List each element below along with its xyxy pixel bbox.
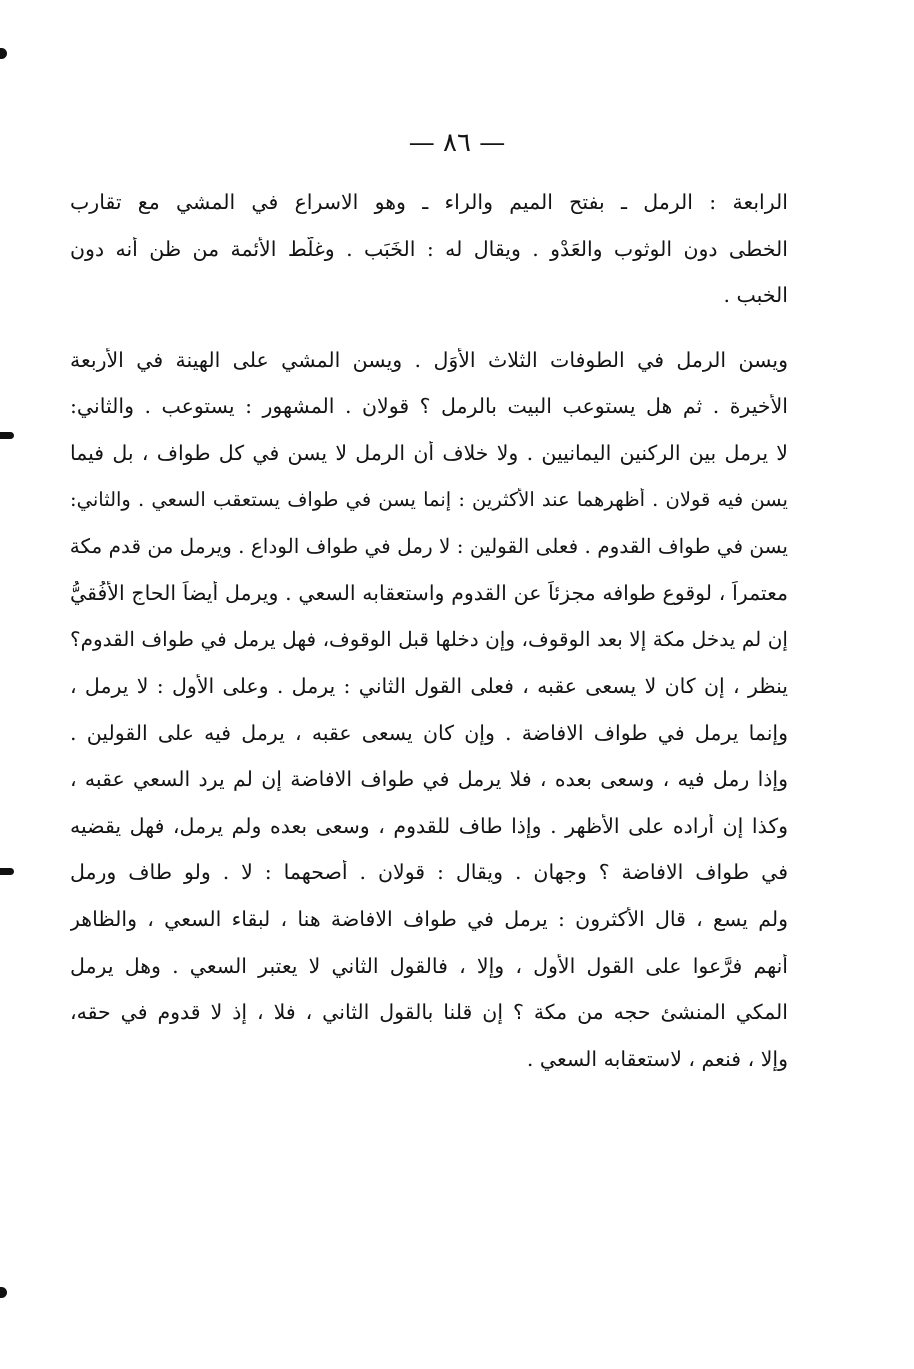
text-line: إن لم يدخل مكة إلا بعد الوقوف، وإن دخلها قبل الوقوف، فهل يرمل في طواف القدوم؟ [70,627,788,652]
text-line: الخطى دون الوثوب والعَدْو . ويقال له : الخَبَب . وغلّط الأئمة من ظن أنه دون [70,236,788,261]
text-line: ويسن الرمل في الطوفات الثلاث الأُوَل . ويسن المشي على الهينة في الأربعة [70,347,788,372]
text-line: وإذا رمل فيه ، وسعى بعده ، فلا يرمل في طواف الافاضة إن لم يرد السعي عقبه ، [70,767,788,792]
text-line: لا يرمل بين الركنين اليمانيين . ولا خلاف أن الرمل لا يسن في كل طواف ، بل فيما [70,440,788,465]
text-line: معتمراً ، لوقوع طوافه مجزئاً عن القدوم واستعقابه السعي . ويرمل أيضاً الحاج الأُفُقيُّ [70,580,788,605]
text-line: ولم يسع ، قال الأكثرون : يرمل في طواف الافاضة هنا ، لبقاء السعي ، والظاهر [70,906,788,931]
text-line: ينظر ، إن كان لا يسعى عقبه ، فعلى القول الثاني : يرمل . وعلى الأول : لا يرمل ، [70,673,788,698]
margin-mark [0,868,14,875]
text-line: الأخيرة . ثم هل يستوعب البيت بالرمل ؟ قولان . المشهور : يستوعب . والثاني: [70,394,788,419]
page-number: — ٨٦ — [408,128,506,158]
text-line: في طواف الافاضة ؟ وجهان . ويقال : قولان . أصحهما : لا . ولو طاف ورمل [70,860,788,885]
text-line: يسن في طواف القدوم . فعلى القولين : لا رمل في طواف الوداع . ويرمل من قدم مكة [70,534,788,559]
paragraph [70,348,788,1094]
margin-mark [0,1287,7,1298]
text-line: الخبب . [723,283,788,308]
text-line: أنهم فرَّعوا على القول الأول ، وإلا ، فالقول الثاني لا يعتبر السعي . وهل يرمل [70,953,788,978]
text-line: وإنما يرمل في طواف الافاضة . وإن كان يسعى عقبه ، يرمل فيه على القولين . [70,720,788,745]
paragraph-gap [70,330,788,348]
text-body [70,190,788,1093]
text-line: المكي المنشئ حجه من مكة ؟ إن قلنا بالقول الثاني ، فلا ، إذ لا قدوم في حقه، [70,1000,788,1025]
margin-mark [0,48,7,59]
margin-mark [0,432,14,439]
text-line: وإلا ، فنعم ، لاستعقابه السعي . [526,1046,788,1071]
text-line: وكذا إن أراده على الأظهر . وإذا طاف للقدوم ، وسعى بعده ولم يرمل، فهل يقضيه [70,813,788,838]
text-line: الرابعة : الرمل ـ بفتح الميم والراء ـ وهو الاسراع في المشي مع تقارب [70,190,788,214]
paragraph [70,190,788,330]
text-line: يسن فيه قولان . أظهرهما عند الأكثرين : إنما يسن في طواف يستعقب السعي . والثاني: [70,487,788,511]
